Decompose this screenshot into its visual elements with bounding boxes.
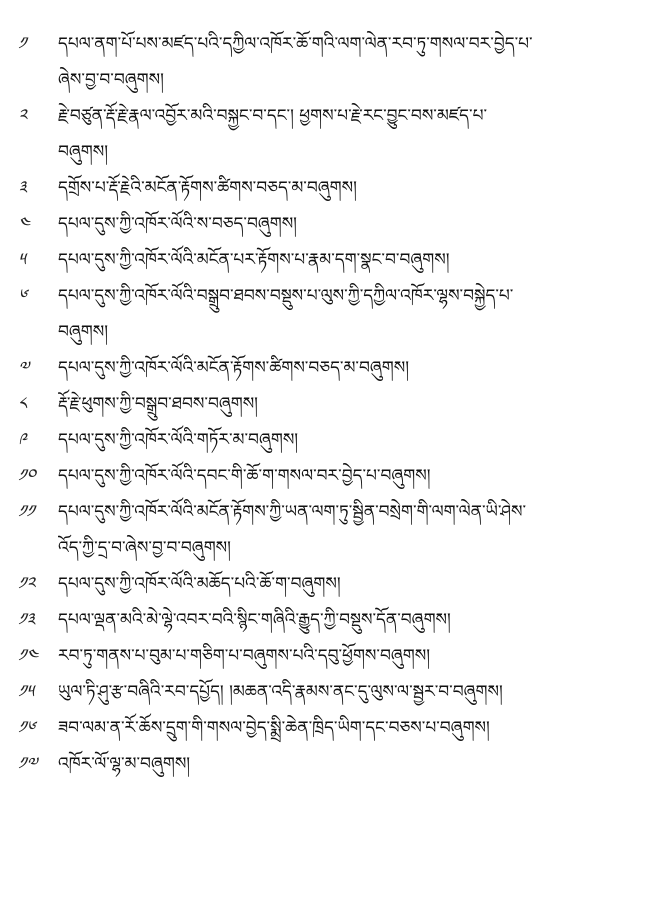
entry-title-line: ཟབ་ལམ་ན་རོ་ཆོས་དྲུག་གི་གསལ་བྱེད་སྨྲི་ཆེན་ཁྲིད་ཡིག་དང་བཅས་པ་བཞུགས། [58,718,490,738]
entry-title-line: དགྲོས་པ་རྡོ་རྗེའི་མངོན་རྟོགས་ཚིགས་བཅད་མ་བཞུགས། [58,178,357,198]
entry-title [58,170,636,206]
entry-title-line: དཔལ་དུས་ཀྱི་འཁོར་ལོའི་མངོན་རྟོགས་ཚིགས་བཅད་མ་བཞུགས། [58,358,409,378]
entry-number: ༢ [18,106,27,126]
entry-title [58,278,636,350]
toc-entry [18,242,636,278]
entry-title [58,26,636,98]
toc-entry [18,494,636,566]
entry-title-line: ཞེས་བྱ་བ་བཞུགས། [58,70,164,90]
entry-title-line: དཔལ་ལྡན་མའི་མེ་ལྷེ་འབར་བའི་སྙིང་གཞིའི་རྒྱུད་ཀྱི་བསྡུས་དོན་བཞུགས། [58,610,451,630]
toc-entry [18,206,636,242]
toc-entry [18,746,636,782]
entry-title-line: དཔལ་དུས་ཀྱི་འཁོར་ལོའི་མངོན་རྟོགས་ཀྱི་ཡན་ལག་ཏུ་སྦྱིན་བསྲེག་གི་ལག་ལེན་ཡི་ཤེས་ [58,502,527,522]
entry-number: ༡༢ [18,574,36,594]
entry-title [58,422,636,458]
entry-title [58,602,636,638]
toc-entry [18,458,636,494]
entry-title [58,746,636,782]
entry-title-line: དཔལ་དུས་ཀྱི་འཁོར་ལོའི་ས་བཅད་བཞུགས། [58,214,297,234]
entry-number: ༡༣ [18,610,35,630]
entry-number: ༡༤ [18,646,38,666]
entry-title-line: དཔལ་དུས་ཀྱི་འཁོར་ལོའི་དབང་གི་ཆོ་ག་གསལ་བར་བྱེད་པ་བཞུགས། [58,466,431,486]
entry-title [58,494,636,566]
entry-number: ༦ [18,286,27,306]
toc-entry [18,278,636,350]
entry-title [58,710,636,746]
entry-title-line: དཔལ་ནག་པོ་པས་མཛད་པའི་དཀྱིལ་འཁོར་ཆོ་གའི་ལག་ལེན་རབ་ཏུ་གསལ་བར་བྱེད་པ་ [58,34,533,54]
entry-number: ༨ [18,394,27,414]
entry-title-line: དཔལ་དུས་ཀྱི་འཁོར་ལོའི་མཆོད་པའི་ཆོ་ག་བཞུགས། [58,574,341,594]
toc-entry [18,566,636,602]
toc-entry [18,170,636,206]
entry-title [58,638,636,674]
entry-title [58,350,636,386]
entry-number: ༡༧ [18,754,38,774]
entry-number: ༩ [18,430,27,450]
toc-entry [18,422,636,458]
entry-title [58,386,636,422]
entry-number: ༣ [18,178,27,198]
entry-title [58,206,636,242]
entry-number: ༤ [18,214,30,234]
entry-number: ༡༡ [18,502,35,522]
entry-title-line: རྗེ་བཙུན་རྡོ་རྗེ་རྣལ་འབྱོར་མའི་བསྐྱང་བ་དང་། ཕྱགས་པ་རྗེ་རང་བྱུང་བས་མཛད་པ་ [58,106,488,126]
entry-title-line: རབ་ཏུ་གནས་པ་བུམ་པ་གཅིག་པ་བཞུགས་པའི་དབུ་ཕྱོགས་བཞུགས། [58,646,430,666]
toc-entry [18,98,636,170]
entry-number: ༥ [18,250,26,270]
entry-number: ༧ [18,358,29,378]
entry-title-line: དཔལ་དུས་ཀྱི་འཁོར་ལོའི་བསྒྲུབ་ཐབས་བསྡུས་པ་ལུས་ཀྱི་དཀྱིལ་འཁོར་ལྷས་བསྐྱེད་པ་ [58,286,514,306]
entry-title-line: དཔལ་དུས་ཀྱི་འཁོར་ལོའི་གཏོར་མ་བཞུགས། [58,430,299,450]
toc-entry [18,710,636,746]
entry-number: ༡༦ [18,718,35,738]
entry-title-line: དཔལ་དུས་ཀྱི་འཁོར་ལོའི་མངོན་པར་རྟོགས་པ་རྣམ་དག་སྣང་བ་བཞུགས། [58,250,450,270]
toc-entry [18,350,636,386]
entry-title [58,566,636,602]
toc-entry [18,602,636,638]
entry-number: ༡༥ [18,682,34,702]
entry-title-line: བཞུགས། [58,322,109,342]
entry-title [58,674,636,710]
toc-entry [18,638,636,674]
entry-title-line: ཡུལ་ཏི་ཤུ་རྩ་བཞིའི་རབ་དཔྱོད། །མཆན་འདི་རྣམས་ནང་དུ་ལུས་ལ་སྦྱར་བ་བཞུགས། [58,682,503,702]
toc-entry [18,386,636,422]
entry-title-line: བཞུགས། [58,142,109,162]
entry-title [58,98,636,170]
entry-title [58,242,636,278]
entry-title-line: རྡོ་རྗེ་ཕུགས་ཀྱི་བསྒྲུབ་ཐབས་བཞུགས། [58,394,258,414]
entry-number: ༡ [18,34,27,54]
toc-entry [18,26,636,98]
entry-number: ༡༠ [18,466,36,486]
toc-entry [18,674,636,710]
entry-title-line: འཁོར་ལོ་ལྷ་མ་བཞུགས། [58,754,191,774]
entry-title-line: འོད་ཀྱི་དྲ་བ་ཞེས་བྱ་བ་བཞུགས། [58,538,231,558]
entry-title [58,458,636,494]
